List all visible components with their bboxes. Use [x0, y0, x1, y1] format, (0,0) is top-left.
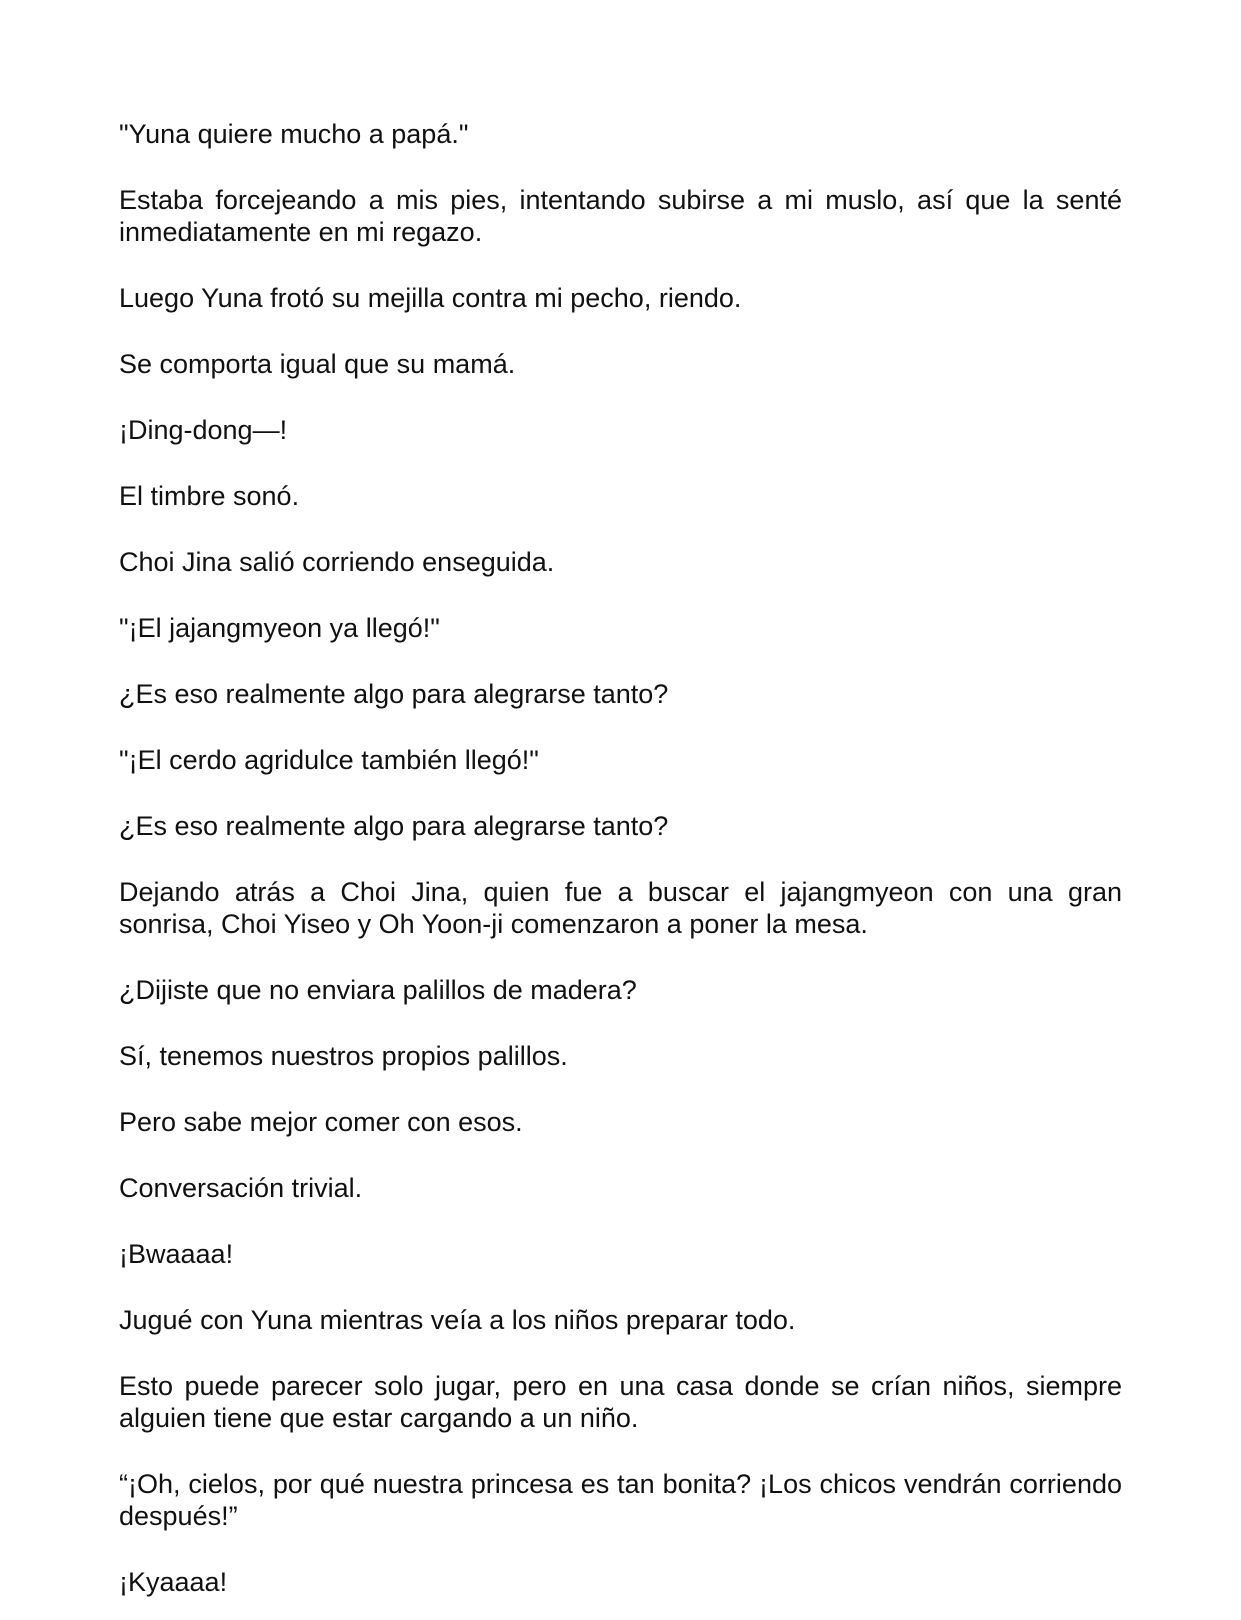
paragraph: Estaba forcejeando a mis pies, intentando subirse a mi muslo, así que la senté inmediatamente en mi regazo.	[119, 185, 1122, 247]
paragraph: ¡Kyaaaa!	[119, 1567, 228, 1597]
paragraph: Sí, tenemos nuestros propios palillos.	[119, 1041, 568, 1071]
paragraph: Se comporta igual que su mamá.	[119, 349, 516, 379]
paragraph: ¿Dijiste que no enviara palillos de madera?	[119, 975, 637, 1005]
text-column	[119, 118, 1122, 1620]
paragraph: Dejando atrás a Choi Jina, quien fue a buscar el jajangmyeon con una gran sonrisa, Choi Yiseo y Oh Yoon-ji comenzaron a poner la mesa.	[119, 877, 1122, 939]
paragraph: ¿Es eso realmente algo para alegrarse tanto?	[119, 811, 669, 841]
paragraph: El timbre sonó.	[119, 481, 300, 511]
paragraph: Esto puede parecer solo jugar, pero en una casa donde se crían niños, siempre alguien tiene que estar cargando a un niño.	[119, 1371, 1122, 1433]
paragraph: Choi Jina salió corriendo enseguida.	[119, 547, 555, 577]
paragraph: “¡Oh, cielos, por qué nuestra princesa es tan bonita? ¡Los chicos vendrán corriendo después!”	[119, 1469, 1122, 1531]
paragraph: ¡Bwaaaa!	[119, 1239, 234, 1269]
paragraph: ¡Ding-dong—!	[119, 415, 288, 445]
paragraph: "¡El cerdo agridulce también llegó!"	[119, 745, 539, 775]
paragraph: ¿Es eso realmente algo para alegrarse tanto?	[119, 679, 669, 709]
paragraph: Jugué con Yuna mientras veía a los niños preparar todo.	[119, 1305, 796, 1335]
paragraph: "Yuna quiere mucho a papá."	[119, 119, 469, 149]
paragraph: "¡El jajangmyeon ya llegó!"	[119, 613, 440, 643]
paragraph: Conversación trivial.	[119, 1173, 363, 1203]
paragraph: Pero sabe mejor comer con esos.	[119, 1107, 523, 1137]
paragraph: Luego Yuna frotó su mejilla contra mi pecho, riendo.	[119, 283, 742, 313]
